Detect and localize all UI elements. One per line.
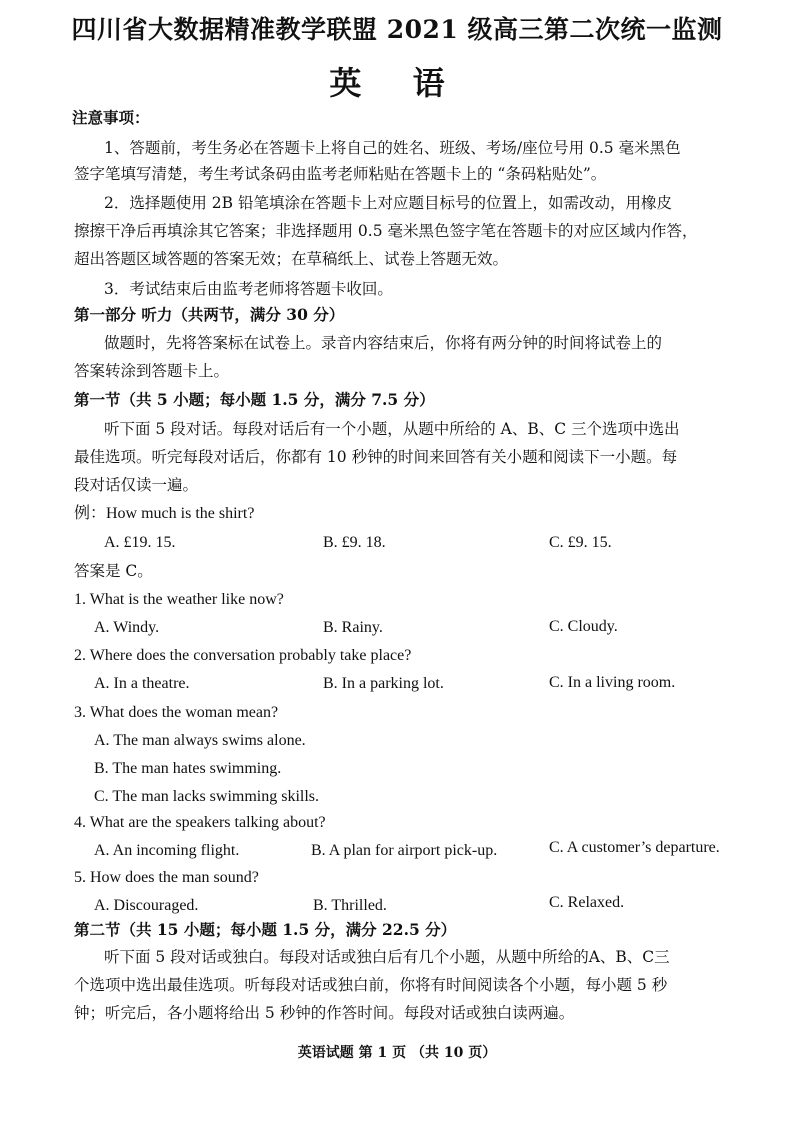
q5-stem: 5. How does the man sound? bbox=[74, 869, 259, 886]
notice-item2-line3: 超出答题区域答题的答案无效；在草稿纸上、试卷上答题无效。 bbox=[74, 250, 509, 268]
q5-option-c: C. Relaxed. bbox=[549, 894, 625, 911]
q4-option-a: A. An incoming flight. bbox=[94, 842, 240, 859]
q5-option-a: A. Discouraged. bbox=[94, 897, 199, 914]
notice-item3: 3．考试结束后由监考老师将答题卡收回。 bbox=[104, 280, 393, 298]
q2-option-c: C. In a living room. bbox=[549, 674, 676, 691]
exam-title: 四川省大数据精准教学联盟 2021 级高三第二次统一监测 bbox=[71, 15, 723, 44]
q4-stem: 4. What are the speakers talking about? bbox=[74, 814, 326, 831]
q1-option-a: A. Windy. bbox=[94, 619, 160, 636]
q4-option-c: C. A customer’s departure. bbox=[549, 839, 720, 856]
q2-option-b: B. In a parking lot. bbox=[323, 675, 444, 692]
section2-intro-line2: 个选项中选出最佳选项。听每段对话或独白前，你将有时间阅读各个小题，每小题 5 秒 bbox=[74, 976, 668, 994]
q2-stem: 2. Where does the conversation probably take place? bbox=[74, 647, 412, 664]
q3-stem: 3. What does the woman mean? bbox=[74, 704, 279, 721]
section1-intro-line1: 听下面 5 段对话。每段对话后有一个小题，从题中所给的 A、B、C 三个选项中选出 bbox=[104, 420, 680, 438]
section1-intro-line3: 段对话仅读一遍。 bbox=[74, 476, 199, 494]
section1-heading: 第一节（共 5 小题；每小题 1.5 分，满分 7.5 分） bbox=[74, 390, 435, 409]
notice-item1-line1: 1、答题前，考生务必在答题卡上将自己的姓名、班级、考场/座位号用 0.5 毫米黑色 bbox=[104, 139, 681, 157]
example-option-b: B. £9. 18. bbox=[323, 534, 386, 551]
notice-heading: 注意事项： bbox=[72, 108, 150, 127]
example-stem: 例：How much is the shirt? bbox=[74, 505, 255, 522]
notice-item1-line2: 签字笔填写清楚，考生考试条码由监考老师粘贴在答题卡上的 “条码粘贴处”。 bbox=[74, 165, 607, 183]
q3-option-c: C. The man lacks swimming skills. bbox=[94, 788, 320, 805]
section2-intro-line1: 听下面 5 段对话或独白。每段对话或独白后有几个小题，从题中所给的A、B、C三 bbox=[104, 948, 670, 966]
section2-intro-line3: 钟；听完后，各小题将给出 5 秒钟的作答时间。每段对话或独白读两遍。 bbox=[74, 1004, 575, 1022]
example-option-a: A. £19. 15. bbox=[104, 534, 176, 551]
page-footer: 英语试题 第 1 页 （共 10 页） bbox=[297, 1045, 497, 1061]
section2-heading: 第二节（共 15 小题；每小题 1.5 分，满分 22.5 分） bbox=[74, 920, 457, 939]
section1-intro-line2: 最佳选项。听完每段对话后，你都有 10 秒钟的时间来回答有关小题和阅读下一小题。每 bbox=[74, 448, 678, 466]
q1-stem: 1. What is the weather like now? bbox=[74, 591, 284, 608]
q2-option-a: A. In a theatre. bbox=[94, 675, 190, 692]
q5-option-b: B. Thrilled. bbox=[313, 897, 387, 914]
q3-option-a: A. The man always swims alone. bbox=[94, 732, 306, 749]
q1-option-c: C. Cloudy. bbox=[549, 618, 618, 635]
part1-heading: 第一部分 听力（共两节，满分 30 分） bbox=[74, 305, 345, 324]
example-answer: 答案是 C。 bbox=[74, 562, 153, 580]
part1-intro-line1: 做题时，先将答案标在试卷上。录音内容结束后，你将有两分钟的时间将试卷上的 bbox=[104, 334, 663, 352]
subject-title: 英 语 bbox=[329, 64, 465, 102]
notice-item2-line1: 2．选择题使用 2B 铅笔填涂在答题卡上对应题目标号的位置上，如需改动，用橡皮 bbox=[104, 194, 672, 212]
q1-option-b: B. Rainy. bbox=[323, 619, 383, 636]
q4-option-b: B. A plan for airport pick-up. bbox=[311, 842, 498, 859]
example-option-c: C. £9. 15. bbox=[549, 534, 612, 551]
notice-item2-line2: 擦擦干净后再填涂其它答案；非选择题用 0.5 毫米黑色签字笔在答题卡的对应区域内作答， bbox=[74, 222, 698, 240]
part1-intro-line2: 答案转涂到答题卡上。 bbox=[74, 362, 230, 380]
q3-option-b: B. The man hates swimming. bbox=[94, 760, 282, 777]
